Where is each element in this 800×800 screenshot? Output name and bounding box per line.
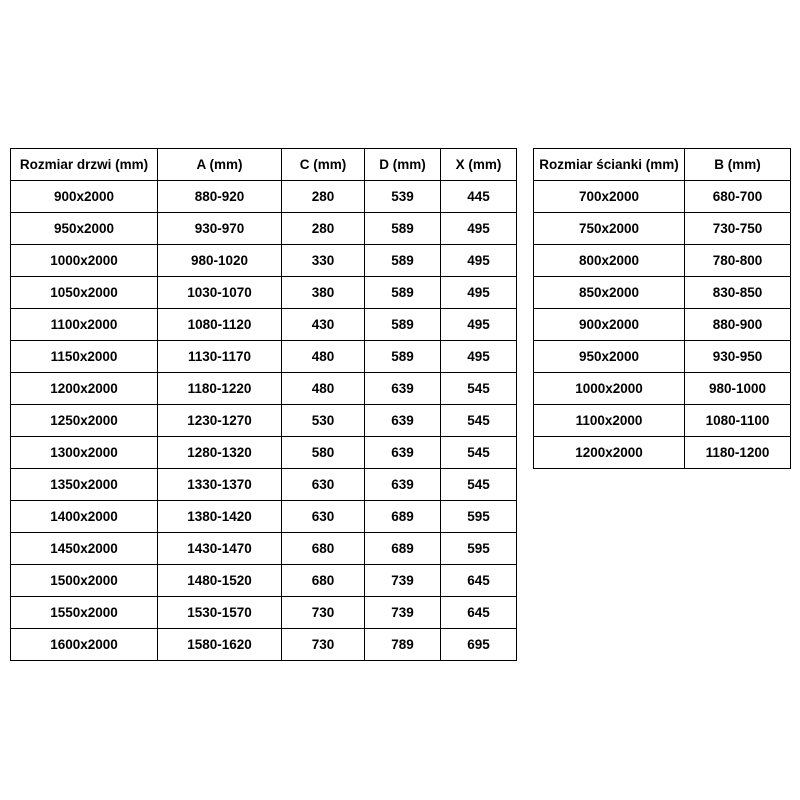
table-row bbox=[11, 277, 517, 309]
cell-x: 595 bbox=[441, 501, 517, 533]
cell-b: 880-900 bbox=[685, 309, 791, 341]
cell-x: 545 bbox=[441, 373, 517, 405]
doors-size-table-container bbox=[10, 148, 517, 661]
cell-a: 1430-1470 bbox=[158, 533, 282, 565]
column-header-b: B (mm) bbox=[685, 149, 791, 181]
cell-d: 589 bbox=[365, 213, 441, 245]
cell-door-size: 1500x2000 bbox=[11, 565, 158, 597]
cell-x: 495 bbox=[441, 309, 517, 341]
cell-d: 639 bbox=[365, 373, 441, 405]
column-header-door-size: Rozmiar drzwi (mm) bbox=[11, 149, 158, 181]
column-header-wall-size: Rozmiar ścianki (mm) bbox=[534, 149, 685, 181]
cell-d: 589 bbox=[365, 341, 441, 373]
table-row bbox=[11, 309, 517, 341]
cell-a: 1130-1170 bbox=[158, 341, 282, 373]
cell-d: 639 bbox=[365, 405, 441, 437]
wall-size-table bbox=[533, 148, 791, 469]
table-header-row bbox=[534, 149, 791, 181]
cell-c: 430 bbox=[282, 309, 365, 341]
cell-c: 680 bbox=[282, 565, 365, 597]
cell-c: 630 bbox=[282, 469, 365, 501]
cell-door-size: 1050x2000 bbox=[11, 277, 158, 309]
column-header-x: X (mm) bbox=[441, 149, 517, 181]
table-row bbox=[11, 597, 517, 629]
cell-a: 1580-1620 bbox=[158, 629, 282, 661]
cell-c: 730 bbox=[282, 629, 365, 661]
table-row bbox=[11, 373, 517, 405]
cell-d: 739 bbox=[365, 565, 441, 597]
cell-x: 495 bbox=[441, 277, 517, 309]
cell-c: 380 bbox=[282, 277, 365, 309]
cell-door-size: 950x2000 bbox=[11, 213, 158, 245]
cell-c: 280 bbox=[282, 213, 365, 245]
cell-x: 645 bbox=[441, 597, 517, 629]
cell-x: 545 bbox=[441, 437, 517, 469]
table-row bbox=[11, 629, 517, 661]
table-row bbox=[534, 405, 791, 437]
cell-a: 1280-1320 bbox=[158, 437, 282, 469]
table-row bbox=[11, 341, 517, 373]
cell-a: 1380-1420 bbox=[158, 501, 282, 533]
cell-a: 1080-1120 bbox=[158, 309, 282, 341]
cell-door-size: 1000x2000 bbox=[11, 245, 158, 277]
cell-wall-size: 1000x2000 bbox=[534, 373, 685, 405]
cell-x: 495 bbox=[441, 213, 517, 245]
wall-size-table-container bbox=[533, 148, 791, 469]
cell-a: 1330-1370 bbox=[158, 469, 282, 501]
table-row bbox=[11, 469, 517, 501]
table-row bbox=[534, 373, 791, 405]
table-row bbox=[11, 533, 517, 565]
cell-c: 330 bbox=[282, 245, 365, 277]
cell-d: 589 bbox=[365, 245, 441, 277]
cell-d: 589 bbox=[365, 277, 441, 309]
cell-d: 639 bbox=[365, 437, 441, 469]
cell-d: 739 bbox=[365, 597, 441, 629]
cell-a: 1230-1270 bbox=[158, 405, 282, 437]
cell-wall-size: 900x2000 bbox=[534, 309, 685, 341]
cell-a: 1480-1520 bbox=[158, 565, 282, 597]
cell-x: 495 bbox=[441, 245, 517, 277]
cell-door-size: 1250x2000 bbox=[11, 405, 158, 437]
table-header-row bbox=[11, 149, 517, 181]
table-row bbox=[534, 437, 791, 469]
cell-b: 980-1000 bbox=[685, 373, 791, 405]
cell-d: 589 bbox=[365, 309, 441, 341]
cell-a: 980-1020 bbox=[158, 245, 282, 277]
table-row bbox=[11, 437, 517, 469]
table-row bbox=[11, 501, 517, 533]
cell-d: 539 bbox=[365, 181, 441, 213]
cell-a: 1030-1070 bbox=[158, 277, 282, 309]
table-row bbox=[534, 181, 791, 213]
cell-wall-size: 850x2000 bbox=[534, 277, 685, 309]
cell-door-size: 1350x2000 bbox=[11, 469, 158, 501]
cell-x: 445 bbox=[441, 181, 517, 213]
cell-wall-size: 1100x2000 bbox=[534, 405, 685, 437]
cell-door-size: 1100x2000 bbox=[11, 309, 158, 341]
cell-x: 545 bbox=[441, 405, 517, 437]
table-row bbox=[11, 405, 517, 437]
cell-door-size: 1600x2000 bbox=[11, 629, 158, 661]
column-header-c: C (mm) bbox=[282, 149, 365, 181]
cell-door-size: 1300x2000 bbox=[11, 437, 158, 469]
table-row bbox=[534, 341, 791, 373]
cell-a: 930-970 bbox=[158, 213, 282, 245]
cell-a: 1180-1220 bbox=[158, 373, 282, 405]
table-row bbox=[11, 213, 517, 245]
cell-b: 780-800 bbox=[685, 245, 791, 277]
table-row bbox=[534, 245, 791, 277]
cell-c: 480 bbox=[282, 373, 365, 405]
cell-a: 880-920 bbox=[158, 181, 282, 213]
cell-c: 680 bbox=[282, 533, 365, 565]
cell-wall-size: 1200x2000 bbox=[534, 437, 685, 469]
cell-d: 789 bbox=[365, 629, 441, 661]
cell-c: 580 bbox=[282, 437, 365, 469]
cell-wall-size: 800x2000 bbox=[534, 245, 685, 277]
table-row bbox=[534, 309, 791, 341]
doors-size-table bbox=[10, 148, 517, 661]
cell-door-size: 1450x2000 bbox=[11, 533, 158, 565]
cell-x: 595 bbox=[441, 533, 517, 565]
column-header-d: D (mm) bbox=[365, 149, 441, 181]
table-row bbox=[534, 213, 791, 245]
cell-c: 530 bbox=[282, 405, 365, 437]
table-row bbox=[11, 181, 517, 213]
cell-c: 730 bbox=[282, 597, 365, 629]
table-row bbox=[534, 277, 791, 309]
cell-door-size: 1200x2000 bbox=[11, 373, 158, 405]
table-row bbox=[11, 565, 517, 597]
table-row bbox=[11, 245, 517, 277]
cell-b: 830-850 bbox=[685, 277, 791, 309]
cell-x: 645 bbox=[441, 565, 517, 597]
cell-c: 280 bbox=[282, 181, 365, 213]
cell-x: 545 bbox=[441, 469, 517, 501]
cell-b: 730-750 bbox=[685, 213, 791, 245]
cell-d: 639 bbox=[365, 469, 441, 501]
cell-door-size: 900x2000 bbox=[11, 181, 158, 213]
cell-c: 480 bbox=[282, 341, 365, 373]
cell-b: 1180-1200 bbox=[685, 437, 791, 469]
cell-d: 689 bbox=[365, 501, 441, 533]
cell-b: 680-700 bbox=[685, 181, 791, 213]
column-header-a: A (mm) bbox=[158, 149, 282, 181]
cell-door-size: 1150x2000 bbox=[11, 341, 158, 373]
cell-x: 495 bbox=[441, 341, 517, 373]
cell-d: 689 bbox=[365, 533, 441, 565]
cell-c: 630 bbox=[282, 501, 365, 533]
cell-a: 1530-1570 bbox=[158, 597, 282, 629]
cell-wall-size: 950x2000 bbox=[534, 341, 685, 373]
cell-wall-size: 700x2000 bbox=[534, 181, 685, 213]
cell-door-size: 1550x2000 bbox=[11, 597, 158, 629]
cell-door-size: 1400x2000 bbox=[11, 501, 158, 533]
cell-wall-size: 750x2000 bbox=[534, 213, 685, 245]
cell-b: 1080-1100 bbox=[685, 405, 791, 437]
cell-x: 695 bbox=[441, 629, 517, 661]
cell-b: 930-950 bbox=[685, 341, 791, 373]
